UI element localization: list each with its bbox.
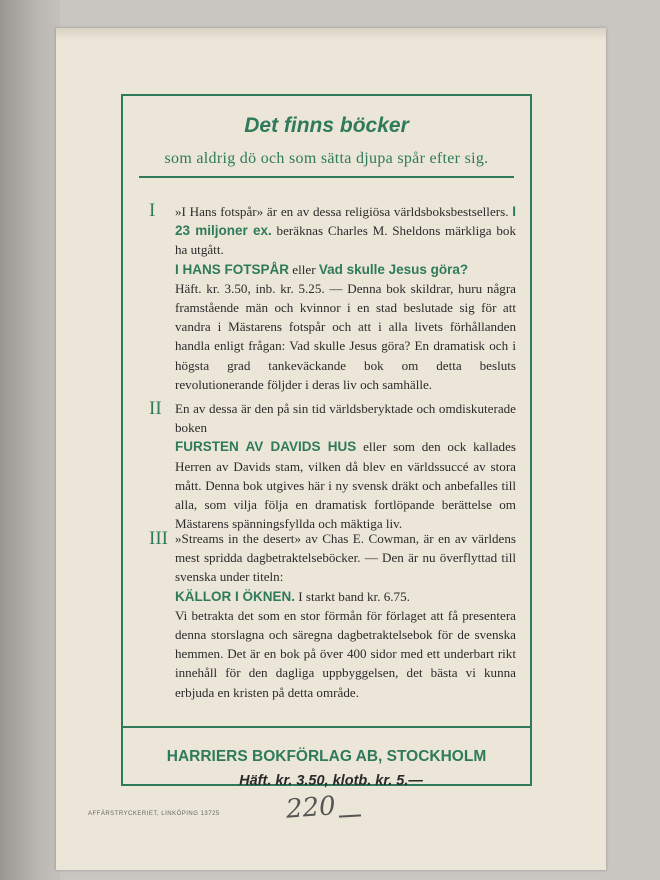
section-1-intro: »I Hans fotspår» är en av dessa religiösa världsboksbestsellers. [175, 204, 509, 219]
section-1-subtitle: Vad skulle Jesus göra? [318, 261, 469, 277]
section-numeral-2: II [149, 398, 162, 419]
section-1-title: I HANS FOTSPÅR [175, 261, 290, 277]
section-2-body [175, 399, 516, 533]
section-1-title-join: eller [292, 261, 316, 277]
subline: som aldrig dö och som sätta djupa spår efter sig. [164, 150, 489, 167]
section-1-body [175, 202, 516, 394]
section-numeral-3: III [149, 528, 168, 549]
green-border-frame [121, 94, 532, 786]
handwritten-dash [339, 814, 361, 817]
headline: Det finns böcker [244, 114, 409, 137]
section-3-text: Vi betrakta det som en stor förmån för förlaget att få presentera denna storslagna och säregna dagbetraktelsebok för de svenska hemmen. Det är en bok på över 400 sidor med ett underbart rikt innehåll för den dagliga uppbyggelsen, det bästa vi kunna erbjuda en kristen på detta område. [175, 607, 516, 700]
background-shadow [0, 0, 60, 880]
section-1-copies: I 23 miljoner ex. [175, 204, 516, 239]
section-3-title-tail: I starkt band kr. 6.75. [298, 588, 410, 604]
section-3-intro: »Streams in the desert» av Chas E. Cowman, är en av världens mest spridda dagbetraktelseböcker. — Den är nu överflyttad till svenska under titeln: [175, 531, 516, 585]
section-3-body [175, 529, 516, 702]
section-1-intro-tail: beräknas Charles M. Sheldons märkliga bok ha utgått. [175, 223, 516, 258]
section-3-title: KÄLLOR I ÖKNEN. [175, 588, 295, 604]
section-numeral-1: I [149, 200, 156, 221]
section-2-text: eller som den ock kallades Herren av Davids stam, vilken då blev en världssuccé av stora mått. Denna bok utgives här i ny svensk dräkt och anbefalles till alla, som vilja följa en dramatisk fortlöpande berättelse om Mästarens spänningsfyllda och mäktiga liv. [175, 439, 516, 532]
handwritten-price: 220 [285, 791, 337, 825]
publisher-rule [123, 726, 530, 728]
headline-rule [139, 176, 514, 178]
section-1-text: Häft. kr. 3.50, inb. kr. 5.25. — Denna bok skildrar, huru några framstående män och kvinnor i en stad beslutade sig för att vandra i Mästarens fotspår och att i alla livets förhållanden handla enligt frågan: Vad skulle Jesus göra? En dramatisk och i högsta grad tankeväckande bok om detta besluts revolutionerande följder i deras liv och samhälle. [175, 280, 516, 392]
section-2-intro: En av dessa är den på sin tid världsberyktade och omdiskuterade boken [175, 401, 516, 436]
printer-imprint: AFFÄRSTRYCKERIET, LINKÖPING 13725 [88, 811, 220, 817]
book-back-cover [56, 28, 606, 870]
price-line: Häft. kr. 3.50, klotb. kr. 5.— [239, 773, 423, 789]
publisher-name: HARRIERS BOKFÖRLAG AB, STOCKHOLM [166, 748, 487, 765]
cover-top-edge [56, 28, 606, 40]
section-2-title: FURSTEN AV DAVIDS HUS [175, 439, 357, 455]
